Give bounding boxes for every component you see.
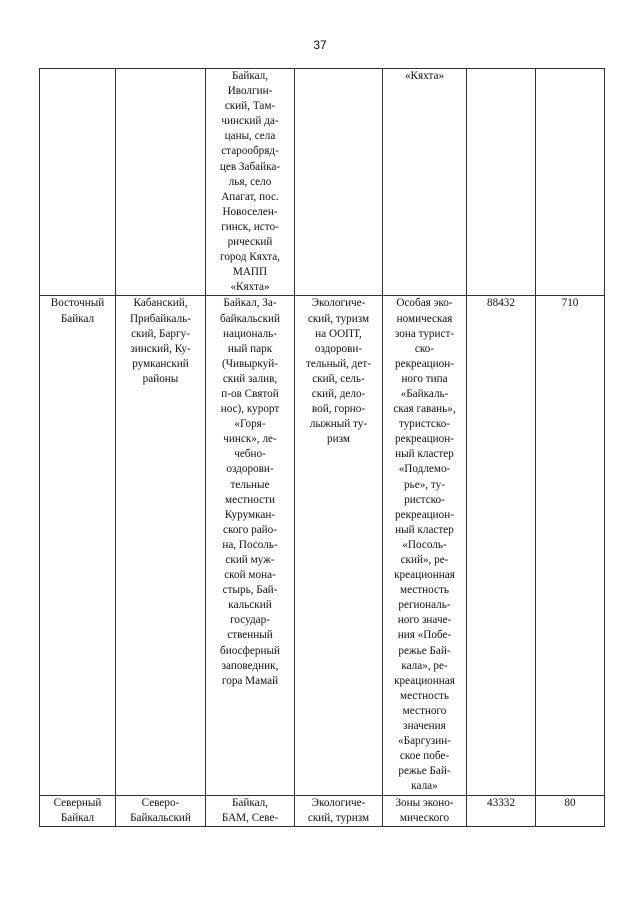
value1-cell (467, 69, 536, 296)
cell-line: ской мона- (224, 569, 276, 582)
tourism-zones-cell (383, 795, 467, 826)
cell-line: старообряд- (221, 145, 279, 158)
cell-line: Экологиче- (311, 297, 366, 310)
cell-line: Новоселен- (222, 205, 278, 218)
cell-line: рье», ту- (404, 478, 445, 491)
cell-line: «Байкаль- (400, 387, 449, 400)
cell-line: ское побе- (399, 750, 450, 763)
cell-line: МАПП (232, 266, 268, 279)
cell-line: Северный (53, 796, 102, 809)
cell-line: местность (400, 689, 449, 702)
cell-line: чинский да- (221, 115, 279, 128)
cell-line: ристско- (404, 493, 445, 506)
cell-line: Особая эко- (396, 297, 453, 310)
tourism-zones-cell (383, 69, 467, 296)
regions-table (39, 68, 605, 827)
region-name-cell (40, 795, 116, 826)
tourism-types-cell (295, 296, 383, 795)
cell-line: кала» (411, 780, 438, 793)
cell-line: чебно- (234, 448, 266, 461)
value2-cell (536, 69, 605, 296)
cell-line: Зоны эконо- (395, 796, 454, 809)
cell-line: кальский (228, 599, 272, 612)
cell-line: ный кластер (395, 448, 454, 461)
cell-line: байкальский (219, 312, 281, 325)
value1-cell (467, 296, 536, 795)
objects-cell (206, 795, 295, 826)
cell-line: Кабанский, (133, 297, 188, 310)
cell-line: город Кяхта, (220, 251, 280, 264)
cell-line: 710 (561, 297, 579, 310)
cell-line: ский залив, (222, 372, 278, 385)
cell-line: (Чивыркуй- (222, 357, 278, 370)
cell-line: ного значе- (397, 614, 452, 627)
cell-line: лыжный ту- (309, 418, 368, 431)
cell-line: ский, Там- (224, 100, 276, 113)
cell-line: ственный (227, 629, 273, 642)
cell-line: режье Бай- (398, 644, 451, 657)
cell-line: Байкал, (231, 796, 269, 809)
cell-line: районы (142, 372, 179, 385)
cell-line: номическая (396, 312, 453, 325)
cell-line: ского райо- (223, 523, 277, 536)
cell-line: Иволгин- (227, 85, 273, 98)
cell-line: ский, туризм (307, 312, 370, 325)
cell-line: 80 (564, 796, 576, 809)
cell-line: на ООПТ, (315, 327, 362, 340)
cell-line: креационная (394, 569, 455, 582)
cell-line: зона турист- (394, 327, 455, 340)
cell-line: Прибайкаль- (129, 312, 192, 325)
cell-line: цев Забайка- (219, 160, 281, 173)
value1-cell (467, 795, 536, 826)
cell-line: 88432 (487, 297, 515, 310)
tourism-types-cell (295, 795, 383, 826)
districts-cell (116, 296, 206, 795)
cell-line: нос), курорт (220, 403, 280, 416)
cell-line: гинск, исто- (221, 220, 279, 233)
cell-line: ский, сель- (312, 372, 365, 385)
cell-line: биосферный (220, 644, 280, 657)
cell-line: заповедник, (221, 659, 279, 672)
region-name-cell (40, 69, 116, 296)
cell-line: ский, туризм (307, 811, 370, 824)
cell-line: «Баргузин- (398, 735, 451, 748)
value2-cell (536, 296, 605, 795)
cell-line: ский, Баргу- (131, 327, 190, 340)
cell-line: зинский, Ку- (130, 342, 191, 355)
cell-line: ский муж- (225, 554, 275, 566)
districts-cell (116, 795, 206, 826)
cell-line: стырь, Бай- (222, 584, 278, 597)
cell-line: «Горя- (234, 418, 266, 431)
cell-line: рекреацион- (395, 357, 454, 370)
cell-line: Северо- (141, 796, 180, 809)
cell-line: ский», ре- (400, 554, 449, 566)
cell-line: Апагат, пос. (221, 190, 279, 203)
cell-line: Байкальский (130, 811, 191, 824)
cell-line: националь- (223, 327, 277, 340)
table-row (40, 69, 605, 296)
cell-line: государ- (230, 614, 270, 627)
cell-line: ного типа (401, 372, 448, 385)
cell-line: Байкал, За- (223, 297, 277, 310)
cell-line: «Кяхта» (230, 281, 270, 294)
cell-line: местного (402, 704, 447, 717)
cell-line: оздорови- (314, 342, 363, 355)
table-row (40, 296, 605, 795)
cell-line: оздорови- (226, 463, 274, 476)
cell-line: местность (400, 584, 449, 597)
cell-line: значения (403, 720, 446, 733)
cell-line: ный кластер (395, 523, 454, 536)
cell-line: гора Мамай (221, 674, 279, 687)
cell-line: Восточный (50, 297, 105, 310)
cell-line: вой, горно- (311, 403, 366, 416)
cell-line: «Подлемо- (398, 463, 451, 476)
tourism-zones-cell (383, 296, 467, 795)
cell-line: мического (399, 811, 450, 824)
cell-line: тельные (230, 478, 270, 491)
cell-line: креационная (394, 674, 455, 687)
cell-line: румканский (132, 357, 189, 370)
cell-line: 43332 (487, 796, 515, 809)
value2-cell (536, 795, 605, 826)
cell-line: тельный, дет- (306, 357, 371, 370)
cell-line: Байкал, (231, 70, 269, 82)
cell-line: ская гавань», (393, 403, 456, 416)
cell-line: лья, село (228, 175, 272, 188)
cell-line: кала», ре- (401, 659, 448, 672)
cell-line: Экологиче- (311, 796, 366, 809)
cell-line: режье Бай- (398, 765, 451, 778)
cell-line: рекреацион- (395, 433, 454, 446)
table-row (40, 795, 605, 826)
cell-line: БАМ, Севе- (221, 811, 279, 824)
cell-line: региональ- (398, 599, 451, 612)
cell-line: Байкал (60, 811, 95, 824)
cell-line: ско- (414, 342, 435, 355)
region-name-cell (40, 296, 116, 795)
cell-line: «Кяхта» (404, 70, 445, 82)
cell-line: рический (227, 236, 273, 249)
cell-line: ризм (327, 433, 350, 446)
cell-line: Курумкан- (224, 508, 276, 521)
cell-line: ния «Побе- (397, 629, 452, 642)
cell-line: «Посоль- (402, 538, 447, 551)
cell-line: туристско- (398, 418, 451, 431)
cell-line: ский, дело- (311, 387, 366, 400)
tourism-types-cell (295, 69, 383, 296)
districts-cell (116, 69, 206, 296)
cell-line: чинск», ле- (223, 433, 277, 446)
cell-line: рекреацион- (395, 508, 454, 521)
cell-line: на, Посоль- (222, 538, 278, 551)
cell-line: Байкал (60, 312, 95, 325)
cell-line: цаны, села (224, 130, 276, 143)
cell-line: ный парк (227, 342, 273, 355)
objects-cell (206, 69, 295, 296)
objects-cell (206, 296, 295, 795)
cell-line: местности (225, 493, 275, 506)
cell-line: п-ов Святой (221, 387, 279, 400)
page-number: 37 (313, 38, 327, 52)
